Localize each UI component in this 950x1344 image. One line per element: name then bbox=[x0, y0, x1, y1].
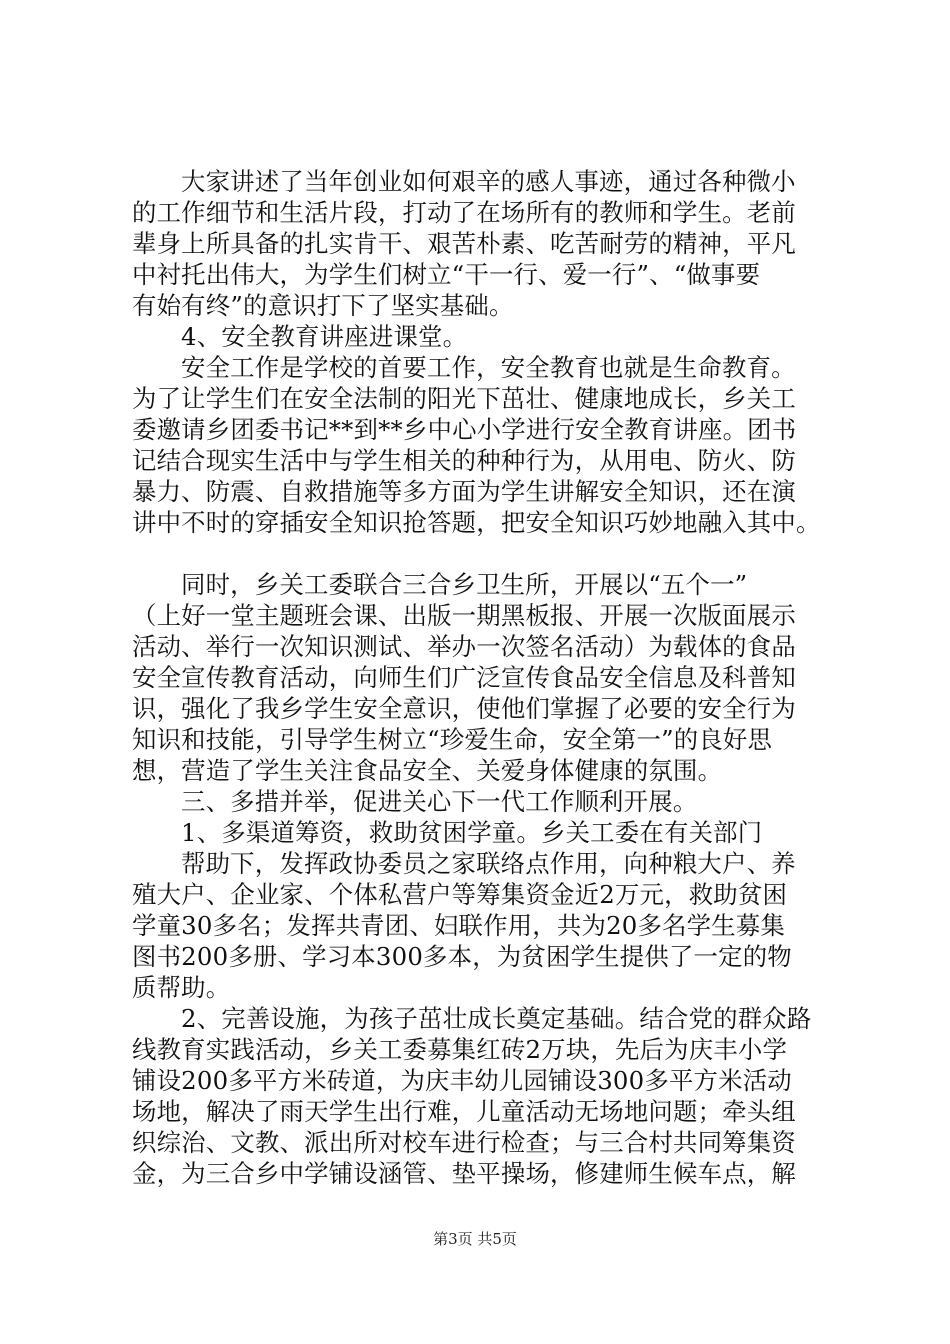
text-line: 学童30多名；发挥共青团、妇联作用，共为20多名学生募集 bbox=[132, 911, 786, 940]
text-line: 委邀请乡团委书记**到**乡中心小学进行安全教育讲座。团书 bbox=[132, 415, 797, 444]
text-line: 帮助下，发挥政协委员之家联络点作用，向种粮大户、养 bbox=[181, 849, 796, 878]
body-text bbox=[132, 166, 832, 1189]
text-line: 的工作细节和生活片段，打动了在场所有的教师和学生。老前 bbox=[132, 198, 796, 227]
text-line: 暴力、防震、自救措施等多方面为学生讲解安全知识，还在演 bbox=[132, 477, 796, 506]
text-line: 图书200多册、学习本300多本，为贫困学生提供了一定的物 bbox=[132, 942, 792, 971]
text-line: 安全工作是学校的首要工作，安全教育也就是生命教育。 bbox=[181, 353, 796, 382]
text-line: 有始有终”的意识打下了坚实基础。 bbox=[132, 291, 514, 320]
text-line: 安全宣传教育活动，向师生们广泛宣传食品安全信息及科普知 bbox=[132, 663, 796, 692]
text-line: 讲中不时的穿插安全知识抢答题，把安全知识巧妙地融入其中。 bbox=[132, 508, 821, 537]
text-line: 金，为三合乡中学铺设涵管、垫平操场，修建师生候车点，解 bbox=[132, 1159, 796, 1188]
text-line: 中衬托出伟大，为学生们树立“干一行、爱一行”、“做事要 bbox=[132, 260, 761, 289]
section-heading: 2、完善设施，为孩子茁壮成长奠定基础。结合党的群众路 bbox=[181, 1004, 812, 1033]
text-line: 为了让学生们在安全法制的阳光下茁壮、健康地成长，乡关工 bbox=[132, 384, 796, 413]
section-heading: 4、安全教育讲座进课堂。 bbox=[181, 322, 468, 351]
text-line: 辈身上所具备的扎实肯干、艰苦朴素、吃苦耐劳的精神，平凡 bbox=[132, 229, 796, 258]
page-footer: 第3页 共5页 bbox=[433, 1230, 517, 1248]
text-line: 铺设200多平方米砖道，为庆丰幼儿园铺设300多平方米活动 bbox=[132, 1066, 792, 1095]
section-heading: 三、多措并举，促进关心下一代工作顺利开展。 bbox=[181, 787, 698, 816]
text-line: 识，强化了我乡学生安全意识，使他们掌握了必要的安全行为 bbox=[132, 694, 796, 723]
text-line: （上好一堂主题班会课、出版一期黑板报、开展一次版面展示 bbox=[132, 601, 796, 630]
text-line: 记结合现实生活中与学生相关的种种行为，从用电、防火、防 bbox=[132, 446, 796, 475]
paragraph-gap bbox=[132, 538, 832, 569]
section-heading: 1、多渠道筹资，救助贫困学童。乡关工委在有关部门 bbox=[181, 818, 763, 847]
text-line: 活动、举行一次知识测试、举办一次签名活动）为载体的食品 bbox=[132, 632, 796, 661]
text-line: 大家讲述了当年创业如何艰辛的感人事迹，通过各种微小 bbox=[181, 167, 796, 196]
text-line: 质帮助。 bbox=[132, 973, 231, 1002]
text-line: 场地，解决了雨天学生出行难，儿童活动无场地问题；牵头组 bbox=[132, 1097, 796, 1126]
text-line: 同时，乡关工委联合三合乡卫生所，开展以“五个一” bbox=[181, 570, 748, 599]
text-line: 想，营造了学生关注食品安全、关爱身体健康的氛围。 bbox=[132, 756, 723, 785]
text-line: 织综治、文教、派出所对校车进行检查；与三合村共同筹集资 bbox=[132, 1128, 796, 1157]
text-line: 知识和技能，引导学生树立“珍爱生命，安全第一”的良好思 bbox=[132, 725, 773, 754]
text-line: 线教育实践活动，乡关工委募集红砖2万块，先后为庆丰小学 bbox=[132, 1035, 788, 1064]
text-line: 殖大户、企业家、个体私营户等筹集资金近2万元，救助贫困 bbox=[132, 880, 788, 909]
